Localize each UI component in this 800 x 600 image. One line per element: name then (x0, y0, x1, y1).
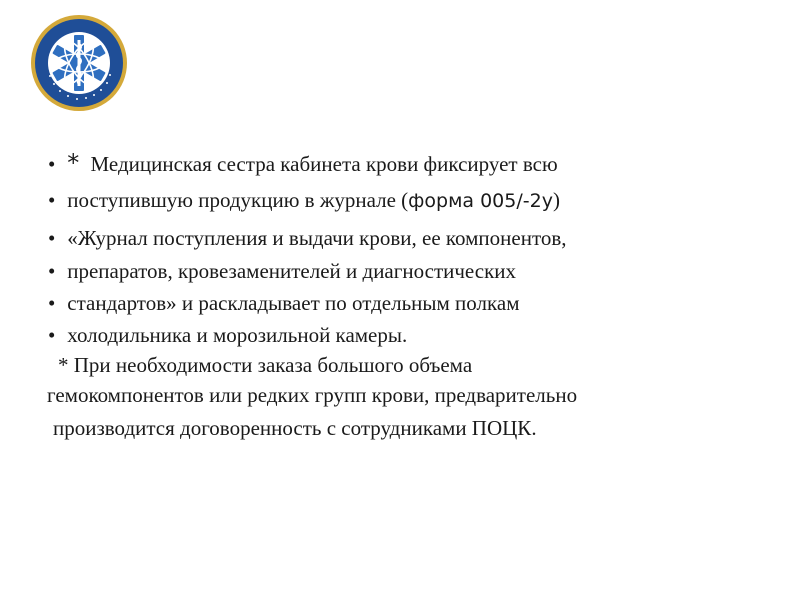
bullet-dot: • (48, 226, 56, 250)
bullet-line-5 (48, 290, 520, 316)
paragraph-line-2: гемокомпонентов или редких групп крови, предварительно (47, 383, 578, 407)
bullet-text: Медицинская сестра кабинета крови фиксирует всю (90, 152, 558, 176)
bullet-line-3 (48, 225, 567, 251)
bullet-line-1 (48, 150, 558, 177)
bullet-text: стандартов» и раскладывает по отдельным полкам (67, 291, 520, 315)
bullet-dot: • (48, 291, 56, 315)
bullet-text: «Журнал поступления и выдачи крови, ее компонентов, (67, 226, 567, 250)
bullet-line-4 (48, 258, 516, 284)
bullet-line-6 (48, 322, 407, 348)
bullet-text: поступившую продукцию в журнале ( (67, 188, 409, 212)
form-code: форма 005/-2у (408, 190, 553, 212)
bullet-dot: • (48, 259, 56, 283)
emblem-logo (30, 14, 128, 112)
asterisk-marker: * (67, 149, 80, 177)
bullet-line-2 (48, 187, 560, 214)
bullet-text-end: ) (552, 188, 560, 212)
bullet-text: холодильника и морозильной камеры. (67, 323, 408, 347)
emblem-logo-graphic (30, 14, 128, 112)
paragraph-line-1: * При необходимости заказа большого объема (58, 353, 473, 377)
bullet-dot: • (48, 188, 56, 212)
bullet-dot: • (48, 323, 56, 347)
bullet-dot: • (48, 152, 56, 176)
paragraph-line-3: производится договоренность с сотрудниками ПОЦК. (53, 416, 537, 440)
bullet-text: препаратов, кровезаменителей и диагностических (67, 259, 517, 283)
